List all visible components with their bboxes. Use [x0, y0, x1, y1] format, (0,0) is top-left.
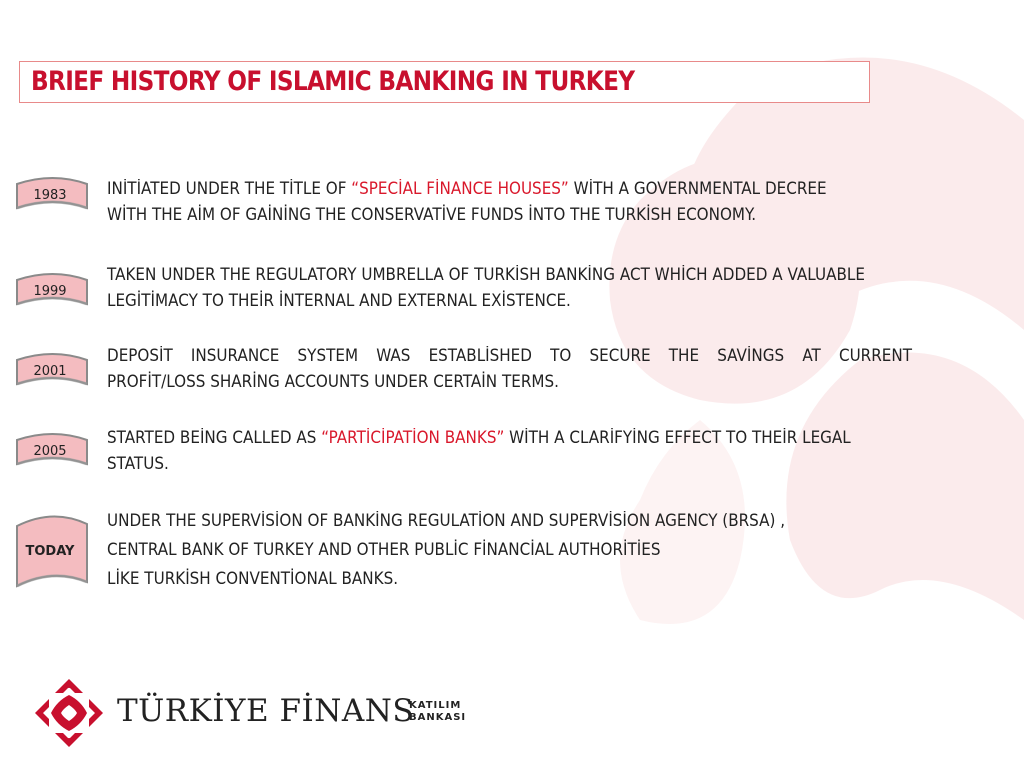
year-label: 2001	[33, 364, 67, 379]
turkiye-finans-logo-icon	[33, 677, 105, 749]
entry-text: UNDER THE SUPERVİSİON OF BANKİNG REGULATİON AND SUPERVİSİON AGENCY (BRSA) ,	[107, 511, 786, 530]
year-label: 2005	[33, 444, 67, 459]
title-box	[19, 61, 870, 103]
page-title: BRIEF HISTORY OF ISLAMIC BANKING IN TURKEY	[31, 66, 635, 97]
entry-text: DEPOSİT INSURANCE SYSTEM WAS ESTABLİSHED TO SECURE THE SAVİNGS AT CURRENT	[107, 346, 912, 365]
year-tag-today	[13, 512, 91, 592]
highlight-text: “PARTİCİPATİON BANKS”	[321, 428, 505, 447]
timeline-entry-today	[107, 506, 912, 593]
entry-text: STARTED BEİNG CALLED AS	[107, 428, 322, 447]
brand-name: TÜRKİYE FİNANS	[117, 693, 415, 729]
entry-text: WİTH A GOVERNMENTAL DECREE	[568, 179, 827, 198]
highlight-text: “SPECİAL FİNANCE HOUSES”	[351, 179, 569, 198]
year-label: TODAY	[25, 544, 75, 559]
timeline-entry-1999	[107, 262, 912, 314]
entry-text: WİTH A CLARİFYİNG EFFECT TO THEİR LEGAL	[504, 428, 851, 447]
brand-subtitle	[409, 700, 466, 724]
entry-text: STATUS.	[107, 454, 169, 473]
brand-sub-line: KATILIM	[409, 700, 462, 711]
entry-text: TAKEN UNDER THE REGULATORY UMBRELLA OF TURKİSH BANKİNG ACT WHİCH ADDED A VALUABLE	[107, 265, 865, 284]
entry-text: LEGİTİMACY TO THEİR İNTERNAL AND EXTERNAL EXİSTENCE.	[107, 291, 571, 310]
year-label: 1983	[33, 188, 67, 203]
timeline-entry-2005	[107, 425, 912, 477]
timeline-entry-2001	[107, 343, 912, 395]
entry-text: WİTH THE AİM OF GAİNİNG THE CONSERVATİVE FUNDS İNTO THE TURKİSH ECONOMY.	[107, 205, 757, 224]
year-label: 1999	[33, 284, 67, 299]
timeline-entry-1983	[107, 176, 912, 228]
entry-text: INİTİATED UNDER THE TİTLE OF	[107, 179, 352, 198]
year-tag-1999	[13, 270, 91, 314]
entry-text: LİKE TURKİSH CONVENTİONAL BANKS.	[107, 569, 399, 588]
brand-sub-line: BANKASI	[409, 712, 467, 723]
year-tag-2005	[13, 430, 91, 474]
entry-text: CENTRAL BANK OF TURKEY AND OTHER PUBLİC FİNANCİAL AUTHORİTİES	[107, 540, 661, 559]
year-tag-2001	[13, 350, 91, 394]
entry-text: PROFİT/LOSS SHARİNG ACCOUNTS UNDER CERTAİN TERMS.	[107, 372, 559, 391]
year-tag-1983	[13, 174, 91, 218]
